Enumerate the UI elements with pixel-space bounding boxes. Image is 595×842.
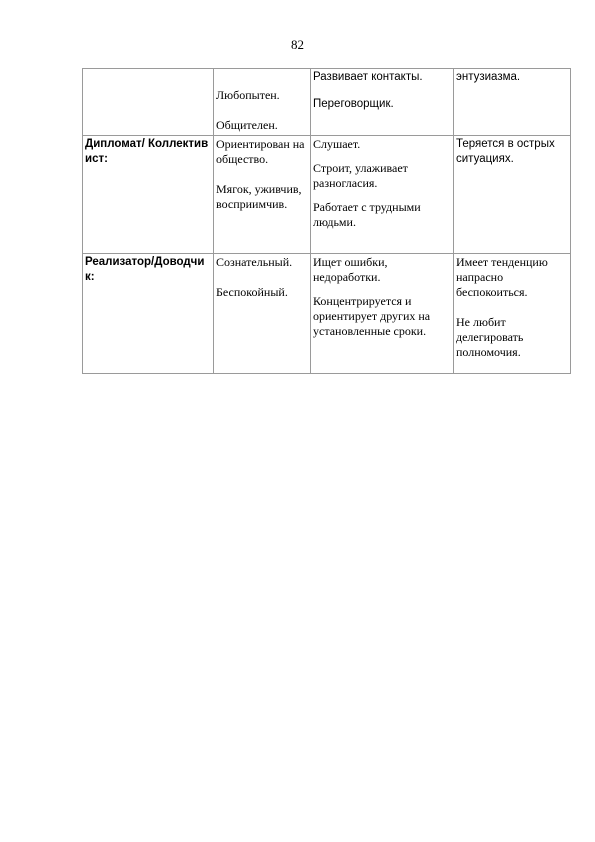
- strengths-cell: [311, 69, 454, 136]
- trait-text: Общителен.: [216, 118, 278, 132]
- strength-text: Развивает контакты.: [313, 71, 423, 83]
- role-cell: [83, 69, 214, 136]
- role-cell: Реализатор/Доводчик:: [83, 254, 214, 374]
- weakness-text: Теряется в острых ситуациях.: [456, 138, 555, 165]
- belbin-roles-table: [82, 68, 571, 374]
- trait-text: Любопытен.: [216, 88, 280, 102]
- weakness-text: Не любит делегировать полномочия.: [456, 315, 524, 359]
- strength-text: Строит, улаживает разногласия.: [313, 161, 408, 190]
- trait-text: Ориентирован на общество.: [216, 137, 305, 166]
- strength-text: Ищет ошибки, недоработки.: [313, 255, 388, 284]
- strength-text: Работает с трудными людьми.: [313, 200, 421, 229]
- weaknesses-cell: [454, 69, 571, 136]
- traits-cell: [214, 69, 311, 136]
- strength-text: Концентрируется и ориентирует других на установленные сроки.: [313, 294, 431, 338]
- strengths-cell: [311, 254, 454, 374]
- trait-text: Сознательный.: [216, 255, 293, 269]
- page-number: 82: [291, 37, 304, 52]
- weaknesses-cell: [454, 136, 571, 254]
- strength-text: Слушает.: [313, 137, 361, 151]
- weakness-text: Имеет тенденцию напрасно беспокоиться.: [456, 255, 548, 299]
- strength-text: Переговорщик.: [313, 98, 394, 110]
- trait-text: Беспокойный.: [216, 285, 288, 299]
- table-row: [83, 136, 571, 254]
- table-row: [83, 254, 571, 374]
- traits-cell: [214, 136, 311, 254]
- weakness-text: энтузиазма.: [456, 71, 521, 83]
- role-cell: Дипломат/ Коллективист:: [83, 136, 214, 254]
- weaknesses-cell: [454, 254, 571, 374]
- table-row: [83, 69, 571, 136]
- trait-text: Мягок, уживчив, восприимчив.: [216, 182, 302, 211]
- strengths-cell: [311, 136, 454, 254]
- traits-cell: [214, 254, 311, 374]
